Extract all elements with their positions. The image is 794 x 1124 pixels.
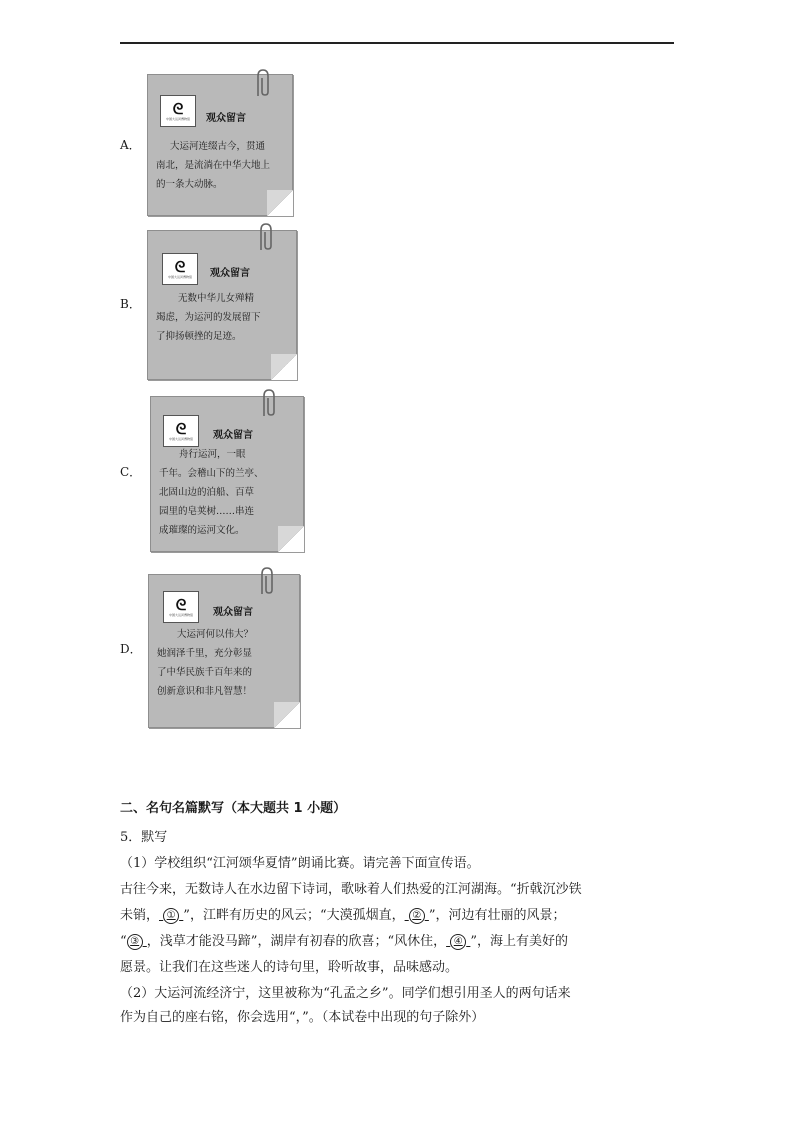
card-text: 大运河何以伟大？ 她润泽千里，充分彰显 了中华民族千百年来的 创新意识和非凡智慧！ xyxy=(157,629,254,697)
option-a-label[interactable]: A． xyxy=(120,138,141,152)
paperclip-icon xyxy=(258,388,278,418)
question-paragraph-line: 愿景。让我们在这些迷人的诗句里，聆听故事，品味感动。 xyxy=(120,960,459,975)
option-d-label[interactable]: D． xyxy=(120,642,142,656)
option-d-card[interactable] xyxy=(148,574,300,728)
paperclip-icon xyxy=(255,222,275,252)
question-number: 5．默写 xyxy=(120,830,168,845)
header-rule xyxy=(120,42,674,44)
question-part1-intro: （1）学校组织“江河颂华夏情”朗诵比赛。请完善下面宣传语。 xyxy=(120,856,480,871)
card-title: 观众留言 xyxy=(206,113,246,124)
page-curl xyxy=(267,190,293,216)
section-title: 二、名句名篇默写（本大题共 1 小题） xyxy=(120,801,347,816)
question-paragraph-line: 未销， ① ”，江畔有历史的风云；“大漠孤烟直， ② ”，河边有壮丽的风景； xyxy=(120,908,566,923)
museum-logo-icon: ᘓ 中国大运河博物馆 xyxy=(163,415,199,447)
question-paragraph-line: “ ③ ，浅草才能没马蹄”，湖岸有初春的欣喜；“风休住， ④ ”，海上有美好的 xyxy=(120,934,569,949)
card-text: 无数中华儿女殚精 竭虑，为运河的发展留下 了抑扬顿挫的足迹。 xyxy=(156,293,261,342)
card-title: 观众留言 xyxy=(210,268,250,279)
card-title: 观众留言 xyxy=(213,430,253,441)
option-c-label[interactable]: C． xyxy=(120,465,142,479)
museum-logo-icon: ᘓ 中国大运河博物馆 xyxy=(163,591,199,623)
card-text: 舟行运河，一眼 千年。会稽山下的兰亭、 北固山边的泊船、百草 园里的皂荚树……串连 成璀璨的运河文化。 xyxy=(159,449,264,536)
museum-logo-icon: ᘓ 中国大运河博物馆 xyxy=(162,253,198,285)
paperclip-icon xyxy=(252,68,272,98)
option-b-card[interactable] xyxy=(147,230,297,380)
blank-3[interactable]: ③ xyxy=(127,934,143,950)
paperclip-icon xyxy=(256,566,276,596)
blank-2[interactable]: ② xyxy=(409,908,425,924)
question-paragraph-line: 古往今来，无数诗人在水边留下诗词，歌咏着人们热爱的江河湖海。“折戟沉沙铁 xyxy=(120,882,582,897)
museum-logo-icon: ᘓ 中国大运河博物馆 xyxy=(160,95,196,127)
question-part2-line: 作为自己的座右铭，你会选用“，”。（本试卷中出现的句子除外） xyxy=(120,1010,485,1025)
question-part2-line: （2）大运河流经济宁，这里被称为“孔孟之乡”。同学们想引用圣人的两句话来 xyxy=(120,986,571,1001)
page-curl xyxy=(274,702,300,728)
card-title: 观众留言 xyxy=(213,607,253,618)
option-b-label[interactable]: B． xyxy=(120,297,141,311)
blank-1[interactable]: ① xyxy=(163,908,179,924)
option-c-card[interactable] xyxy=(150,396,304,552)
blank-4[interactable]: ④ xyxy=(450,934,466,950)
page-curl xyxy=(271,354,297,380)
card-text: 大运河连缀古今，贯通 南北，是流淌在中华大地上 的一条大动脉。 xyxy=(156,141,271,190)
page-curl xyxy=(278,526,304,552)
